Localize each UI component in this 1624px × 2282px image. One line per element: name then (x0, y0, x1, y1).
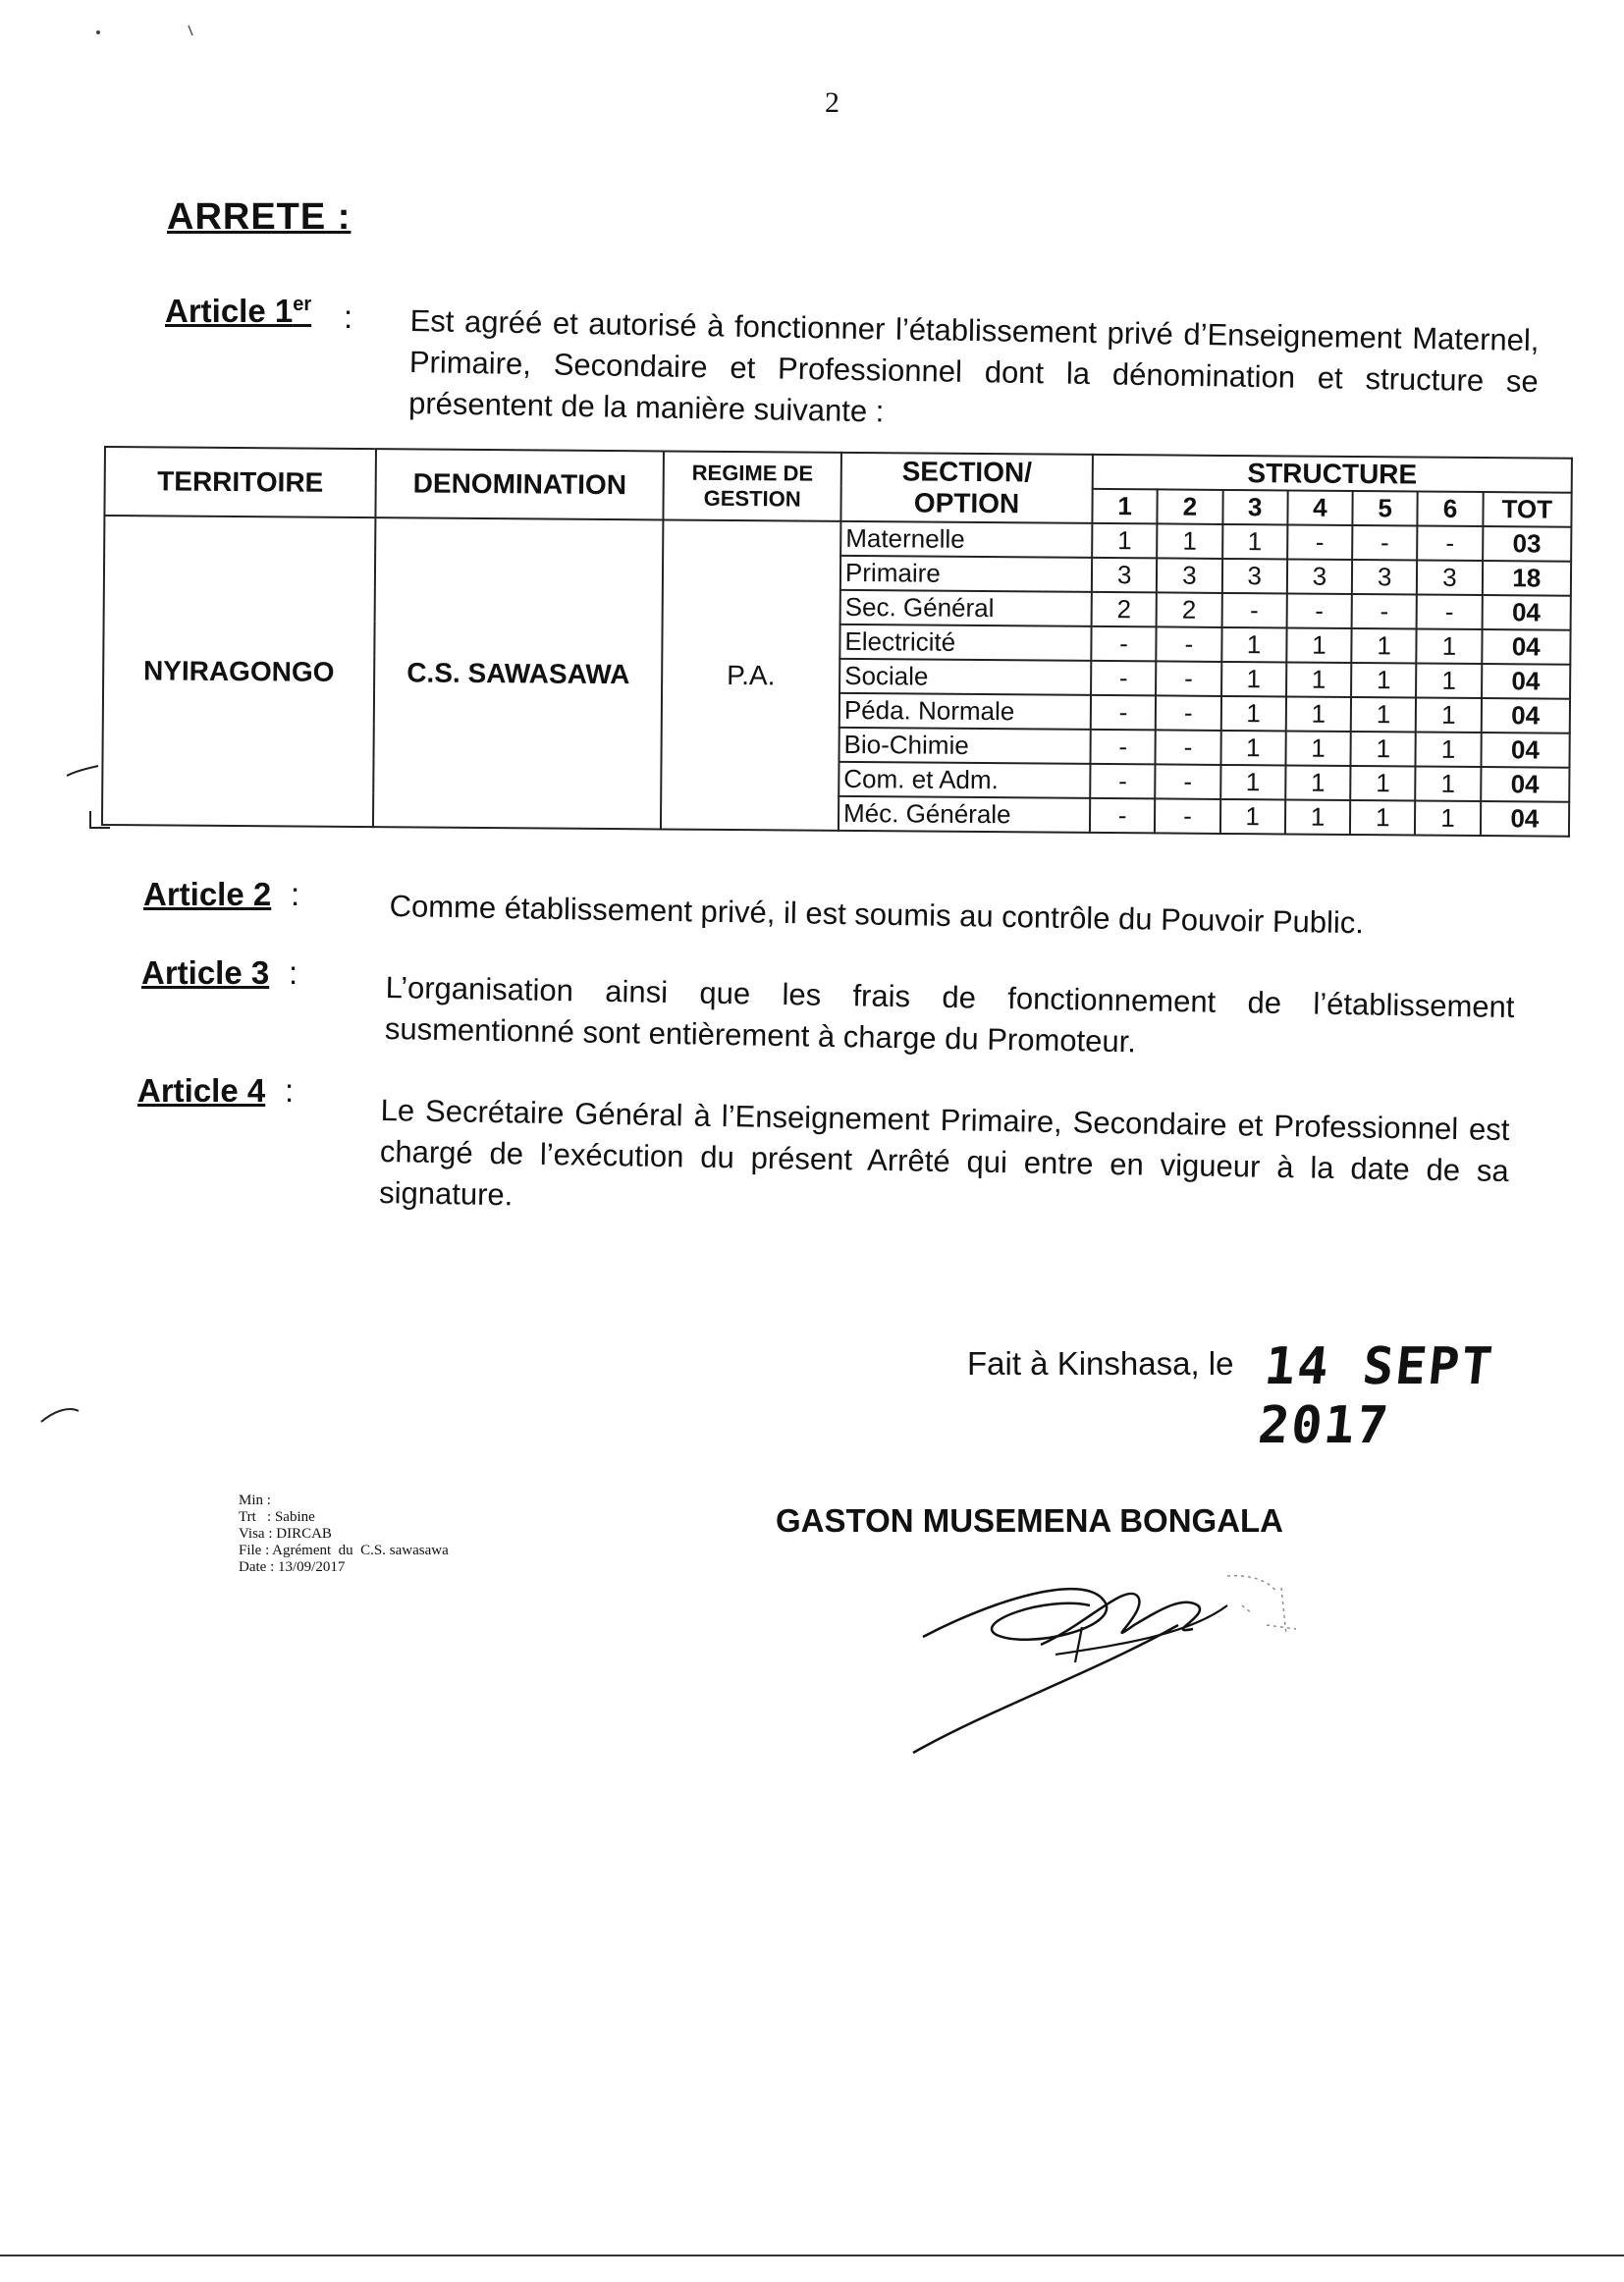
structure-cell: 1 (1220, 731, 1286, 766)
denomination-cell: C.S. SAWASAWA (373, 517, 664, 829)
header-structure: STRUCTURE (1093, 455, 1572, 493)
option-cell: Primaire (840, 556, 1092, 592)
structure-cell: 1 (1351, 697, 1417, 733)
date-place-text: Fait à Kinshasa, le (967, 1345, 1234, 1382)
scan-speck (189, 26, 192, 35)
structure-cell: - (1156, 695, 1221, 731)
note-file: File : Agrément du C.S. sawasawa (239, 1543, 449, 1558)
structure-cell: - (1417, 595, 1483, 630)
structure-cell: - (1091, 626, 1157, 662)
structure-cell: - (1287, 524, 1353, 560)
structure-cell: 1 (1220, 696, 1286, 732)
article-1-superscript: er (293, 294, 312, 315)
structure-cell: 1 (1285, 799, 1351, 835)
structure-cell: 1 (1416, 664, 1482, 699)
total-cell: 04 (1481, 733, 1570, 768)
structure-cell: 3 (1092, 558, 1158, 593)
signature-drawing (903, 1566, 1316, 1763)
note-visa: Visa : DIRCAB (239, 1526, 332, 1542)
structure-table (101, 446, 1573, 838)
option-cell: Méc. Générale (839, 796, 1090, 833)
structure-cell: 1 (1351, 628, 1417, 664)
regime-cell: P.A. (661, 519, 840, 830)
structure-cell: - (1352, 594, 1418, 629)
header-col-4: 4 (1287, 490, 1353, 525)
article-3-colon: : (289, 954, 298, 991)
structure-cell: 1 (1350, 800, 1416, 836)
structure-cell: 3 (1352, 560, 1418, 595)
structure-cell: 1 (1092, 523, 1158, 559)
structure-cell: 1 (1417, 629, 1483, 665)
signature-stroke (1056, 1605, 1227, 1662)
structure-cell: - (1155, 798, 1220, 834)
structure-cell: 1 (1416, 698, 1482, 734)
signature-stroke (923, 1589, 1107, 1640)
structure-cell: 1 (1416, 767, 1482, 802)
structure-cell: 1 (1350, 766, 1416, 801)
total-cell: 04 (1481, 767, 1570, 802)
article-1-label (165, 293, 311, 330)
structure-cell: - (1157, 626, 1222, 662)
option-cell: Sec. Général (840, 590, 1092, 626)
article-2-colon: : (291, 876, 300, 912)
structure-cell: 3 (1221, 559, 1287, 594)
structure-cell: - (1156, 730, 1221, 765)
structure-cell: 1 (1285, 765, 1351, 800)
arrete-heading: ARRETE : (167, 196, 352, 238)
structure-cell: - (1156, 661, 1221, 696)
header-denomination: DENOMINATION (376, 449, 665, 519)
structure-cell: 3 (1417, 561, 1483, 596)
stamp-trace (1227, 1576, 1296, 1635)
article-4-text: Le Secrétaire Général à l’Enseignement Primaire, Secondaire et Professionnel est chargé de l’exécution du présent Arrêté qui entre en vigueur à la date de sa signature. (378, 1092, 1510, 1213)
article-1-colon: : (344, 299, 353, 335)
structure-cell: 1 (1221, 627, 1287, 663)
scan-speck (96, 30, 100, 34)
article-3-text: L’organisation ainsi que les frais de fonctionnement de l’établissement susmentionné sont entièrement à charge du Promoteur. (384, 969, 1515, 1060)
territoire-cell: NYIRAGONGO (102, 516, 376, 827)
article-4-colon: : (285, 1072, 295, 1109)
note-date: Date : 13/09/2017 (239, 1559, 346, 1575)
option-cell: Com. et Adm. (839, 762, 1090, 798)
option-cell: Electricité (839, 625, 1091, 661)
article-1-label-text: Article 1 (165, 293, 294, 329)
header-col-5: 5 (1352, 491, 1418, 526)
structure-cell: 1 (1286, 627, 1352, 663)
structure-cell: 3 (1287, 559, 1353, 594)
structure-cell: - (1155, 764, 1220, 799)
total-cell: 04 (1481, 801, 1570, 837)
page-number: 2 (825, 86, 839, 119)
signer-name: GASTON MUSEMENA BONGALA (776, 1502, 1284, 1539)
structure-cell: 2 (1157, 592, 1222, 627)
option-cell: Péda. Normale (839, 693, 1091, 730)
total-cell: 04 (1482, 595, 1571, 630)
total-cell: 03 (1483, 526, 1572, 562)
structure-cell: 3 (1157, 558, 1222, 593)
total-cell: 04 (1481, 698, 1570, 734)
structure-cell: 1 (1221, 662, 1287, 697)
option-cell: Maternelle (840, 521, 1092, 558)
header-regime: REGIME DE GESTION (664, 451, 841, 520)
structure-cell: 1 (1286, 696, 1352, 732)
header-col-2: 2 (1158, 489, 1223, 524)
header-col-6: 6 (1418, 492, 1484, 527)
total-cell: 18 (1482, 561, 1571, 596)
structure-cell: 1 (1219, 799, 1285, 835)
signature-stroke (1041, 1594, 1200, 1645)
structure-cell: 2 (1092, 592, 1158, 627)
header-col-3: 3 (1222, 490, 1288, 525)
structure-cell: 1 (1416, 733, 1482, 768)
article-2-label: Article 2 (143, 876, 272, 912)
header-territoire: TERRITOIRE (104, 447, 376, 517)
total-cell: 04 (1482, 629, 1571, 665)
signature-stroke (913, 1625, 1178, 1753)
header-col-1: 1 (1092, 489, 1158, 524)
structure-cell: 1 (1415, 801, 1481, 837)
option-cell: Bio-Chimie (839, 728, 1090, 764)
structure-cell: - (1090, 798, 1156, 834)
total-cell: 04 (1482, 664, 1571, 699)
header-section: SECTION/ OPTION (840, 453, 1093, 523)
handwritten-date: 14 SEPT 2017 (1255, 1337, 1497, 1455)
article-4-label: Article 4 (137, 1072, 266, 1109)
note-trt: Trt : Sabine (239, 1509, 315, 1525)
option-cell: Sociale (839, 659, 1091, 695)
structure-cell: - (1091, 695, 1157, 731)
structure-cell: 1 (1286, 662, 1352, 697)
structure-cell: - (1352, 525, 1418, 561)
article-1-text: Est agréé et autorisé à fonctionner l’établissement privé d’Enseignement Maternel, Primaire, Secondaire et Professionnel dont la dénomination et structure se présentent de la manière suivante : (407, 302, 1540, 429)
table-header-row (105, 447, 1572, 493)
structure-cell: - (1090, 730, 1156, 765)
structure-cell: 1 (1351, 663, 1417, 698)
scan-margin-mark (41, 1409, 79, 1422)
structure-cell: - (1417, 526, 1483, 562)
structure-cell: 1 (1351, 732, 1417, 767)
structure-cell: 1 (1222, 524, 1288, 560)
structure-cell: - (1090, 764, 1156, 799)
header-col-tot: TOT (1483, 492, 1572, 527)
note-min: Min : (239, 1493, 271, 1508)
structure-cell: - (1091, 661, 1157, 696)
structure-cell: - (1286, 593, 1352, 628)
file-notes (239, 1493, 449, 1576)
article-2-text: Comme établissement privé, il est soumis au contrôle du Pouvoir Public. (389, 888, 1365, 941)
structure-cell: - (1221, 593, 1287, 628)
structure-cell: 1 (1157, 523, 1222, 559)
structure-cell: 1 (1285, 731, 1351, 766)
article-3-label: Article 3 (141, 954, 270, 991)
structure-cell: 1 (1220, 765, 1286, 800)
